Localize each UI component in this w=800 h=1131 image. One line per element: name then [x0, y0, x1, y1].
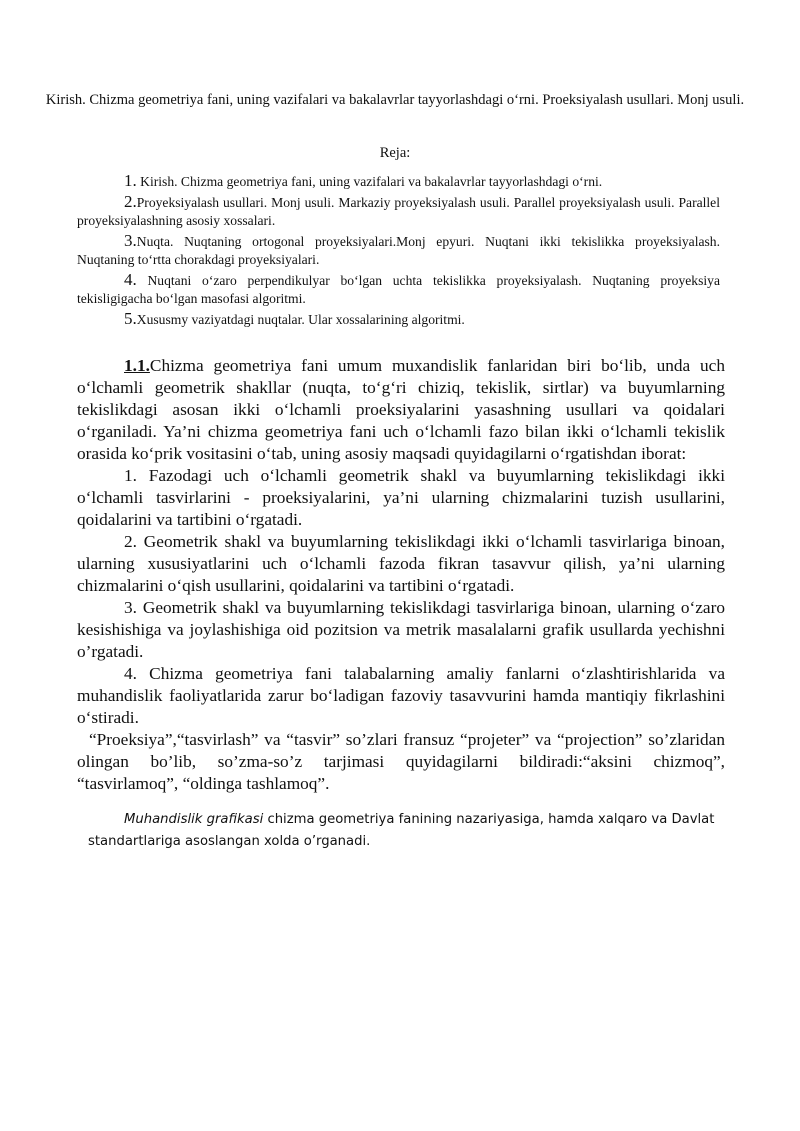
etymology-paragraph: “Proeksiya”,“tasvirlash” va “tasvir” so’zlari fransuz “projeter” va “projection” so’zlaridan olingan bo’lib, so’zma-so’z tarjimasi quyidagilarni bildiradi:“aksini chizmoq”, “tasvirlamoq”, “oldinga tashlamoq”.	[77, 730, 725, 793]
goal-paragraph-4: 4. Chizma geometriya fani talabalarning amaliy fanlarni o‘zlashtirishlarida va muhandislik faoliyatlarida zarur bo‘ladigan fazoviy tasavvurini hamda mantiqiy fikrlashini o‘stiradi.	[77, 664, 725, 727]
plan-item-4	[77, 271, 720, 308]
goal-paragraph-3: 3. Geometrik shakl va buyumlarning tekislikdagi tasvirlariga binoan, ularning o‘zaro kesishishiga va joylashishiga oid pozitsion va metrik masalalarni grafik usullarda yechishni o’rgatadi.	[77, 598, 725, 661]
plan-item-3	[77, 232, 720, 269]
goal-paragraph-1: 1. Fazodagi uch o‘lchamli geometrik shakl va buyumlarning tekislikdagi ikki o‘lchamli tasvirlarini - proeksiyalarini, ya’ni ularning chizmalarini tuzish usullarini, qoidalarini va tartibini o‘rgatadi.	[77, 466, 725, 529]
closing-text: chizma geometriya fanining nazariyasiga, hamda xalqaro va Davlat standartlariga asoslangan xolda o’rganadi.	[88, 812, 715, 849]
plan-item-text: Nuqtani o‘zaro perpendikulyar bo‘lgan uchta tekislikka proyeksiyalash. Nuqtaning proyeksiya tekisligigacha bo‘lgan masofasi algoritmi.	[77, 273, 720, 306]
intro-paragraph	[77, 355, 725, 465]
plan-item-1	[77, 172, 720, 191]
plan-item-text: Xususmy vaziyatdagi nuqtalar. Ular xossalarining algoritmi.	[136, 312, 465, 327]
plan-item-5	[77, 310, 720, 329]
plan-item-2	[77, 193, 720, 230]
page-title: Kirish. Chizma geometriya fani, uning vazifalari va bakalavrlar tayyorlashdagi o‘rni. Proeksiyalash usullari. Monj usuli.	[45, 92, 745, 108]
plan-item-number: 1.	[124, 171, 137, 190]
plan-item-number: 3.	[124, 231, 137, 250]
plan-item-text: Nuqta. Nuqtaning ortogonal proyeksiyalari.Monj epyuri. Nuqtani ikki tekislikka proyeksiyalash. Nuqtaning to‘rtta chorakdagi proyeksiyalari.	[77, 234, 720, 267]
goal-paragraph-2: 2. Geometrik shakl va buyumlarning tekislikdagi ikki o‘lchamli tasvirlariga binoan, ularning xususiyatlarini uch o‘lchamli fazoda fikran tasavvur qilish, ya’ni ularning chizmalarini o‘qish usullarini, qoidalarini va tartibini o‘rgatadi.	[77, 532, 725, 595]
plan-item-text: Kirish. Chizma geometriya fani, uning vazifalari va bakalavrlar tayyorlashdagi o‘rni.	[136, 174, 603, 189]
plan-item-number: 5.	[124, 309, 137, 328]
intro-text: Chizma geometriya fani umum muxandislik fanlaridan biri bo‘lib, unda uch o‘lchamli geometrik shakllar (nuqta, to‘g‘ri chiziq, tekislik, sirtlar) va buyumlarning tekislikdagi asosan ikki o‘lchamli proeksiyalarini yasashning usullari va qoidalari o‘rganiladi. Ya’ni chizma geometriya fani uch o‘lchamli fazo bilan ikki o‘lchamli tekislik orasida ko‘prik vositasini o‘tab, uning asosiy maqsadi quyidagilarni o‘rgatishdan iborat:	[77, 356, 725, 463]
section-number: 1.1.	[124, 356, 150, 375]
plan-item-text: Proyeksiyalash usullari. Monj usuli. Markaziy proyeksiyalash usuli. Parallel proyeksiyalash usuli. Parallel proyeksiyalashning asosiy xossalari.	[77, 195, 720, 228]
body-text	[77, 355, 725, 795]
plan-list	[77, 172, 720, 331]
closing-paragraph	[88, 809, 718, 853]
plan-item-number: 2.	[124, 192, 137, 211]
plan-item-number: 4.	[124, 270, 137, 289]
closing-term: Muhandislik grafikasi	[124, 812, 264, 827]
plan-heading: Reja:	[379, 145, 411, 161]
